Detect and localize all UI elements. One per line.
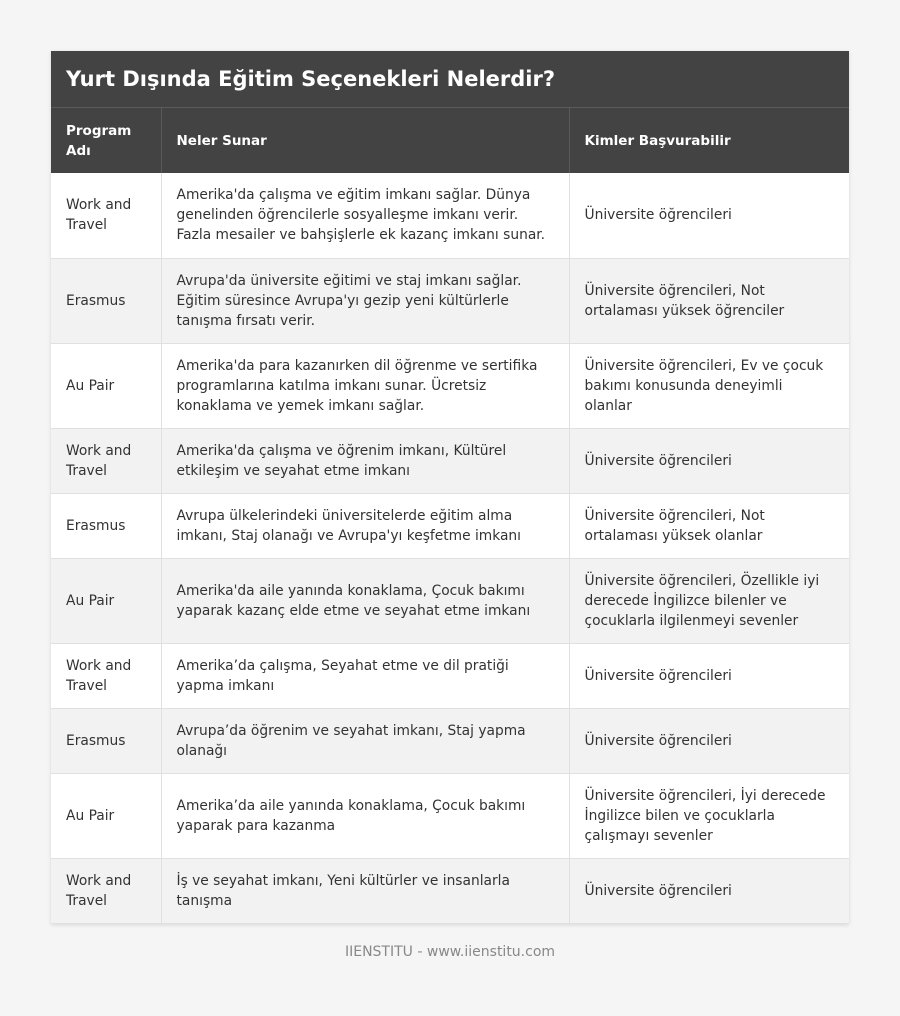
offers-cell: Amerika’da çalışma, Seyahat etme ve dil pratiği yapma imkanı [161,643,569,708]
column-header-offers: Neler Sunar [161,108,569,173]
program-cell: Work and Travel [51,858,161,923]
program-cell: Au Pair [51,343,161,428]
table-row [51,173,849,258]
program-cell: Erasmus [51,493,161,558]
who-cell: Üniversite öğrencileri [569,858,849,923]
program-cell: Work and Travel [51,428,161,493]
table-row [51,428,849,493]
table-row [51,708,849,773]
who-cell: Üniversite öğrencileri [569,428,849,493]
table-row [51,643,849,708]
column-header-who: Kimler Başvurabilir [569,108,849,173]
who-cell: Üniversite öğrencileri [569,643,849,708]
table-title: Yurt Dışında Eğitim Seçenekleri Nelerdir? [51,51,849,108]
table-row [51,858,849,923]
program-cell: Erasmus [51,708,161,773]
offers-cell: Amerika'da çalışma ve öğrenim imkanı, Kültürel etkileşim ve seyahat etme imkanı [161,428,569,493]
who-cell: Üniversite öğrencileri, Özellikle iyi derecede İngilizce bilenler ve çocuklarla ilgilenmeyi sevenler [569,558,849,643]
table-row [51,343,849,428]
offers-cell: Avrupa'da üniversite eğitimi ve staj imkanı sağlar. Eğitim süresince Avrupa'yı gezip yeni kültürlerle tanışma fırsatı verir. [161,258,569,343]
program-cell: Work and Travel [51,643,161,708]
who-cell: Üniversite öğrencileri, İyi derecede İngilizce bilen ve çocuklarla çalışmayı sevenler [569,773,849,858]
table-row [51,773,849,858]
program-cell: Erasmus [51,258,161,343]
offers-cell: İş ve seyahat imkanı, Yeni kültürler ve insanlarla tanışma [161,858,569,923]
who-cell: Üniversite öğrencileri, Not ortalaması yüksek olanlar [569,493,849,558]
offers-cell: Amerika’da aile yanında konaklama, Çocuk bakımı yaparak para kazanma [161,773,569,858]
column-header-program: Program Adı [51,108,161,173]
program-cell: Work and Travel [51,173,161,258]
table-row [51,258,849,343]
programs-table [51,108,849,924]
program-cell: Au Pair [51,558,161,643]
offers-cell: Avrupa ülkelerindeki üniversitelerde eğitim alma imkanı, Staj olanağı ve Avrupa'yı keşfetme imkanı [161,493,569,558]
who-cell: Üniversite öğrencileri, Ev ve çocuk bakımı konusunda deneyimli olanlar [569,343,849,428]
table-card [51,51,849,924]
who-cell: Üniversite öğrencileri, Not ortalaması yüksek öğrenciler [569,258,849,343]
who-cell: Üniversite öğrencileri [569,173,849,258]
table-row [51,493,849,558]
who-cell: Üniversite öğrencileri [569,708,849,773]
offers-cell: Amerika'da aile yanında konaklama, Çocuk bakımı yaparak kazanç elde etme ve seyahat etme imkanı [161,558,569,643]
table-row [51,558,849,643]
offers-cell: Avrupa’da öğrenim ve seyahat imkanı, Staj yapma olanağı [161,708,569,773]
offers-cell: Amerika'da çalışma ve eğitim imkanı sağlar. Dünya genelinden öğrencilerle sosyalleşme imkanı verir. Fazla mesailer ve bahşişlerle ek kazanç imkanı sunar. [161,173,569,258]
footer-credit: IIENSTITU - www.iienstitu.com [344,944,556,960]
offers-cell: Amerika'da para kazanırken dil öğrenme ve sertifika programlarına katılma imkanı sunar. Ücretsiz konaklama ve yemek imkanı sağlar. [161,343,569,428]
table-header-row [51,108,849,173]
program-cell: Au Pair [51,773,161,858]
